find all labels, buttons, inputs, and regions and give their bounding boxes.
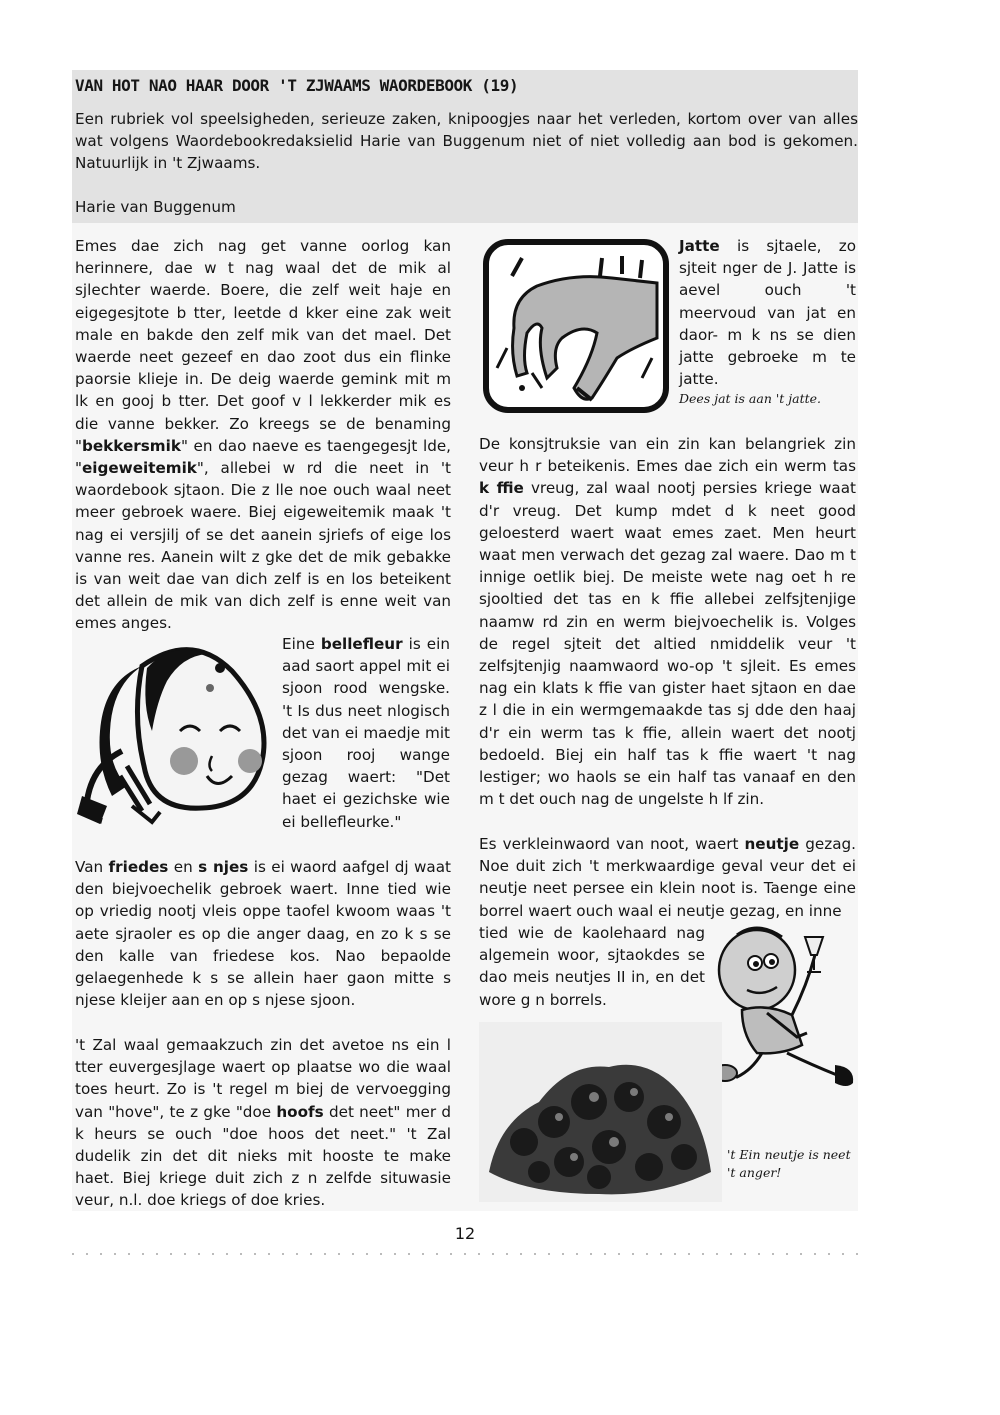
footer-rule: [72, 1253, 858, 1255]
term-koffie: k ffie: [479, 479, 524, 498]
cartoon-man-drawing-icon: [707, 925, 859, 1095]
article-header: [72, 70, 858, 223]
right-paragraph-neutje: Es verkleinwaord van noot, waert neutje gezag. Noe duit zich 't merkwaardige geval veur det ei neutje neet persee ein klein noot is. Taenge eine borrel waert ouch waal ei neutje gezag, en inne: [479, 835, 857, 920]
jatte-caption: Dees jat is aan 't jatte.: [679, 391, 822, 406]
coal-lumps-photo-icon: [479, 1022, 722, 1202]
term-sunjes: s njes: [198, 858, 249, 876]
left-paragraph-hoofs: 't Zal waal gemaakzuch zin det avetoe ns ein l tter euvergesjlage waert op plaatse wo die waal toes heurt. Zo is 't regel m biej de vervoegging van "hove", te z gke "doe hoofs det neet" mer d k heurs se ouch "doe hoos det neet." 't Zal dudelik zin det dit nieks mit hooste te make haet. Biej kriege duit zich z n zelfde situwasie veur, n.l. doe kriegs of doe kries.: [75, 1036, 451, 1210]
face-girl-drawing-icon: [72, 636, 277, 826]
right-paragraph-koffie: De konsjtruksie van ein zin kan belangriek zin veur h r beteikenis. Emes dae zich ein werm tas k ffie vreug, zal waal nootj persies kriege waat d'r vreug. Det kump mdet d k neet good geloesterd waert waat emes zaet. Men heurt waat men verwach det gezag zal waere. Dao m t innige oetlik biej. De meiste wete nag oet h re sjooltied det tas en k ffie allebei zelfsjtenjige naamw rd zin en werm biejvoechelik is. Volges de regel sjteit det altied nmiddelik veur 't zelfsjtenjig naamwaord wo-op 't sjleit. Es emes nag ein klats k ffie van gister haet sjtaon en dae z l die in ein wermgemaakde tas sj dde den haaj d'r ein werm tas k ffie, allein waert det nootj bedoeld. Biej ein half tas k ffie waert 't nag lestiger; wo haols se ein half tas vanaaf en den m t det ouch nag de ungelste h lf zin.: [479, 435, 856, 809]
term-eigeweitemik: eigeweitemik: [82, 459, 197, 478]
grabbing-hand-drawing-icon: [482, 238, 670, 414]
term-bekkersmik: bekkersmik: [82, 436, 181, 455]
article-intro: Een rubriek vol speelsigheden, serieuze zaken, knipoogjes naar het verleden, kortom over van alles wat volgens Waordebookredaksielid Harie van Buggenum niet of niet volledig aan bod is gekomen. Natuurlijk in 't Zjwaams.: [75, 110, 858, 172]
term-neutje: neutje: [744, 835, 800, 853]
page-number: 12: [454, 1224, 476, 1243]
right-paragraph-neutje-continued: tied wie de kaolehaard nag algemein woor, sjtaokdes se dao meis neutjes II in, en det wore g n borrels.: [479, 924, 705, 1009]
neutje-caption-line1: 't Ein neutje is neet: [727, 1147, 851, 1162]
term-hoofs: hoofs: [276, 1102, 324, 1121]
article-title: VAN HOT NAO HAAR DOOR 'T ZJWAAMS WAORDEBOOK (19): [75, 76, 519, 95]
document-page: [72, 70, 858, 1243]
left-paragraph-mik: Emes dae zich nag get vanne oorlog kan herinnere, dae w t nag waal det de mik al sjlechter waerde. Boere, die zelf weit haje en eigegesjtote b tter, leetde d kker eine zak weit male en bakde den zelf mik van det mael. Det waerde neet gezeef en dao zoot dus ein flinke paorsie klieje in. De deig waerde gemink mit m lk en gooj b tter. Det goof v l lekkerder mik es die vanne bekker. Zo kreegs se de benaming "bekkersmik" en dao naeve es taengegesjt lde, "eigeweitemik", allebei w rd die neet in 't waordebook sjtaon. Die z lle noe ouch waal neet meer gebroek waere. Biej eigeweitemik maak 't nag ei versjilj of se det aanein sjriefs of eige los vanne res. Aanein wilt z gke det de mik gebakke is van weit dae van dich zelf is en los beteikent det allein de mik van dich zelf is enne weit van emes anges.: [75, 237, 451, 633]
article-author: Harie van Buggenum: [75, 198, 236, 216]
left-paragraph-friedes: Van friedes en s njes is ei waord aafgel dj waat den biejvoechelik gebroek waert. Inne tied wie op vriedig nootj vleis oppe taofel kwoom waas 't aete sjraoler es op die anger daag, en zo k s se den kalle van friedese kos. Nao bepaolde gelaegenhede k s se allein haer gaon mitte s njese kleijer aan en op s njese sjoon.: [75, 858, 451, 1010]
term-friedes: friedes: [108, 858, 169, 876]
term-bellefleur: bellefleur: [320, 635, 403, 653]
left-paragraph-bellefleur: Eine bellefleur is ein aad saort appel mit ei sjoon rood wengske. 't Is dus neet nlogisch det van ei maedje mit sjoon rooj wange gezag waert: "Det haet ei gezichske wie ei bellefleurke.": [282, 635, 450, 831]
neutje-caption-line2: 't anger!: [727, 1165, 782, 1180]
term-jatte: Jatte: [679, 237, 720, 255]
right-paragraph-jatte: Jatte is sjtaele, zo sjteit nger de J. Jatte is aevel ouch 't meervoud van jat en daor- m k ns se dien jatte gebroeke m te jatte.: [679, 237, 856, 389]
